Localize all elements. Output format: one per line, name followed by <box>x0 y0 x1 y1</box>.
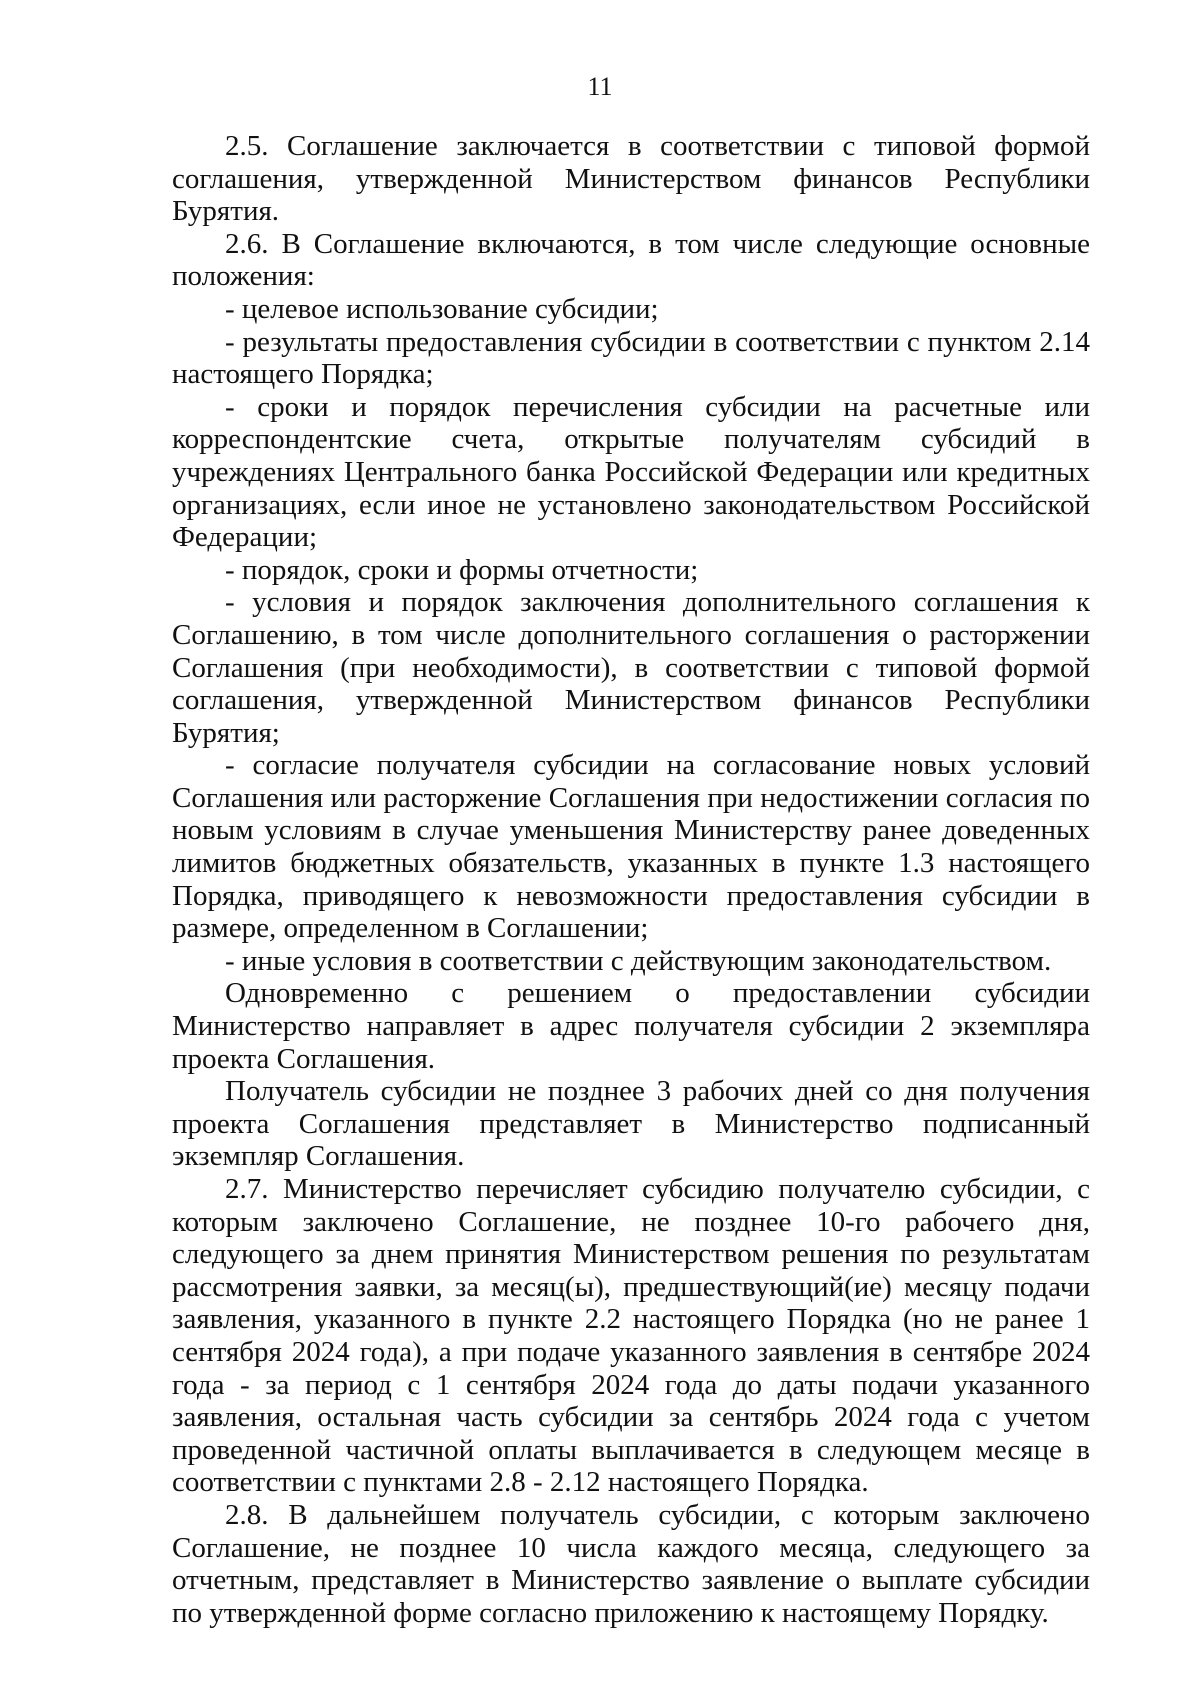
paragraph-2-5: 2.5. Соглашение заключается в соответствии с типовой формой соглашения, утвержденной Министерством финансов Республики Бурятия. <box>172 130 1090 228</box>
list-item-other-conditions: - иные условия в соответствии с действующим законодательством. <box>225 944 1052 977</box>
paragraph-2-8: 2.8. В дальнейшем получатель субсидии, с которым заключено Соглашение, не позднее 10 числа каждого месяца, следующего за отчетным, представляет в Министерство заявление о выплате субсидии по утвержденной форме согласно приложению к настоящему Порядку. <box>172 1498 1090 1629</box>
paragraph-draft-sending: Одновременно с решением о предоставлении субсидии Министерство направляет в адрес получателя субсидии 2 экземпляра проекта Соглашения. <box>172 977 1090 1075</box>
page-number: 11 <box>587 72 613 101</box>
paragraph-2-7: 2.7. Министерство перечисляет субсидию получателю субсидии, с которым заключено Соглашение, не позднее 10-го рабочего дня, следующего за днем принятия Министерством решения по результатам рассмотрения заявки, за месяц(ы), предшествующий(ие) месяцу подачи заявления, указанного в пункте 2.2 настоящего Порядка (но не ранее 1 сентября 2024 года), а при подаче указанного заявления в сентябре 2024 года - за период с 1 сентября 2024 года до даты подачи указанного заявления, остальная часть субсидии за сентябрь 2024 года с учетом проведенной частичной оплаты выплачивается в следующем месяце в соответствии с пунктами 2.8 - 2.12 настоящего Порядка. <box>172 1173 1090 1499</box>
list-item-target-use: - целевое использование субсидии; <box>225 292 659 325</box>
list-item-additional-agreement: - условия и порядок заключения дополнительного соглашения к Соглашению, в том числе дополнительного соглашения о расторжении Соглашения (при необходимости), в соответствии с типовой формой соглашения, утвержденной Министерством финансов Республики Бурятия; <box>172 586 1090 749</box>
list-item-transfer-terms: - сроки и порядок перечисления субсидии на расчетные или корреспондентские счета, открытые получателям субсидий в учреждениях Центрального банка Российской Федерации или кредитных организациях, если иное не установлено законодательством Российской Федерации; <box>172 390 1090 554</box>
list-item-reporting: - порядок, сроки и формы отчетности; <box>225 553 699 586</box>
paragraph-2-6: 2.6. В Соглашение включаются, в том числе следующие основные положения: <box>172 227 1090 293</box>
list-item-consent: - согласие получателя субсидии на согласование новых условий Соглашения или расторжение Соглашения при недостижении согласия по новым условиям в случае уменьшения Министерству ранее доведенных лимитов бюджетных обязательств, указанных в пункте 1.3 настоящего Порядка, приводящего к невозможности предоставления субсидии в размере, определенном в Соглашении; <box>172 749 1090 945</box>
document-text <box>172 130 1090 1629</box>
list-item-results: - результаты предоставления субсидии в соответствии с пунктом 2.14 настоящего Порядка; <box>172 325 1090 391</box>
paragraph-signed-copy: Получатель субсидии не позднее 3 рабочих дней со дня получения проекта Соглашения представляет в Министерство подписанный экземпляр Соглашения. <box>172 1075 1090 1173</box>
